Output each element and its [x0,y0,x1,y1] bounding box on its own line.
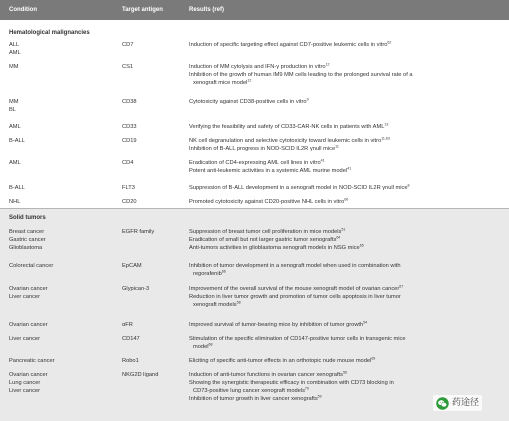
result-text: Eliciting of specific anti-tumor effects in an orthotopic nude mouse model [189,358,372,364]
result-line [189,263,401,271]
reference-number: 41 [347,166,352,171]
reference-number: 58 [236,300,241,305]
condition-cell [9,372,48,396]
result-text: Improvement of the overall survival of the mouse xenograft model of ovarian cancer [189,286,400,292]
header-condition: Condition [9,7,37,13]
condition-cell [9,263,53,271]
condition-text: MM [9,99,19,105]
watermark [433,395,482,411]
result-text: Inhibition of the growth of human IM9 MM cells leading to the prolonged survival rate of a [189,71,413,78]
result-text: Induction of MM cytolysis and IFN-γ production in vitro [189,64,326,70]
condition-text: B-ALL [9,138,25,144]
target-antigen-cell: CD7 [122,42,134,48]
results-cell [189,99,309,107]
condition-text: Ovarian cancer [9,322,48,328]
condition-text: NHL [9,199,21,205]
condition-cell [9,138,25,146]
result-text: Improved survival of tumor-bearing mice by inhibition of tumor growth [189,322,364,328]
condition-text: Liver cancer [9,293,40,300]
result-text: Inhibition of tumor growth in liver cancer xenografts [189,395,318,402]
target-antigen-cell: EpCAM [122,263,142,269]
target-antigen-cell: CD38 [122,99,137,105]
result-line [189,146,390,154]
reference-number: 12 [325,62,330,67]
result-line [189,286,403,294]
reference-number: 60 [344,197,349,202]
section-title-text: Solid tumors [9,215,46,221]
result-text: Inhibition of B-ALL progress in NOD-SCID IL2R γnull mice [189,145,336,152]
target-antigen-cell: EGFR family [122,229,155,235]
result-line [189,245,364,253]
target-antigen-cell: CD20 [122,199,137,205]
watermark-text: 药途径 [452,397,480,408]
condition-text: AML [9,124,21,130]
section-divider [0,208,509,209]
target-antigen-cell: CD4 [122,160,134,166]
header-results: Results (ref) [189,7,225,13]
result-line [189,42,391,50]
reference-number: 68 [208,342,213,347]
result-text: Showing the synergistic therapeutic efficacy in combination with CD73 blocking in [189,379,394,386]
results-cell [189,229,364,253]
results-cell [189,286,403,310]
result-text: Eradication of CD4-expressing AML cell lines in vitro [189,160,321,166]
result-line [189,99,309,107]
reference-number: 62 [387,40,392,45]
condition-cell [9,160,21,168]
condition-text: AML [9,160,21,166]
reference-number: 8 [407,183,410,188]
condition-cell [9,229,46,253]
reference-number: 67 [399,284,404,289]
condition-text: Ovarian cancer [9,372,48,378]
table-header [0,0,509,20]
condition-cell [9,199,20,207]
condition-text: Glioblastoma [9,244,43,251]
condition-text: Lung cancer [9,379,41,386]
condition-cell [9,99,18,115]
condition-cell [9,124,21,132]
result-text: Cytotoxicity against CD38-positive cells in vitro [189,99,307,105]
condition-cell [9,322,48,330]
reference-number: 54 [363,320,368,325]
results-cell [189,263,401,279]
condition-text: MM [9,64,19,70]
result-text: Suppression of breast tumor cell proliferation in mice models [189,229,342,235]
result-line [189,322,367,330]
result-text: Stimulation of the specific elimination of CD147-positive tumor cells in transgenic mice [189,336,406,342]
reference-number: 13 [384,122,389,127]
condition-text: Colorectal cancer [9,263,54,269]
condition-text: Liver cancer [9,387,40,394]
results-cell [189,322,367,330]
condition-cell [9,64,18,72]
results-cell [189,199,348,207]
reference-number: 70 [304,386,309,391]
reference-number: 51 [341,227,346,232]
result-line [189,396,394,404]
target-antigen-cell: FLT3 [122,185,135,191]
reference-number: 59 [317,394,322,399]
result-text: Induction of specific targeting effect against CD7-positive leukemic cells in vitro [189,42,388,48]
target-antigen-cell: CS1 [122,64,134,70]
condition-text: Breast cancer [9,229,45,235]
reference-number: 9 [306,97,309,102]
result-text: Anti-tumors activities in glioblastoma xenograft models in NSG mice [189,244,360,251]
reference-number: 41 [320,158,325,163]
results-cell [189,372,394,404]
condition-cell [9,336,40,344]
result-text: Promoted cytotoxicity against CD20-positive NHL cells in vitro [189,199,345,205]
target-antigen-cell: CD33 [122,124,137,130]
condition-cell [9,286,48,302]
result-text: xenograft mice model [193,79,248,86]
condition-text: AML [9,49,21,56]
result-line [189,168,351,176]
wechat-icon [436,397,449,410]
result-line [189,160,351,168]
reference-number: 65 [359,243,364,248]
target-antigen-cell: Robo1 [122,358,139,364]
target-antigen-cell: NKG2D ligand [122,372,159,378]
reference-number: 11,63 [381,136,390,141]
result-text: model [193,343,209,350]
result-line [189,302,403,310]
target-antigen-cell: αFR [122,322,133,328]
result-line [189,64,413,72]
reference-number: 11 [335,144,339,149]
result-line [189,358,375,366]
reference-number: 12 [247,78,252,83]
result-line [189,124,388,132]
result-text: regorafenib [193,270,222,277]
result-text: Reduction in liver tumor growth and promotion of tumor cells apoptosis in liver tumor [189,293,401,300]
results-cell [189,185,410,193]
results-cell [189,160,351,176]
reference-number: 69 [371,356,376,361]
condition-text: Pancreatic cancer [9,358,55,364]
reference-number: 64 [336,235,341,240]
condition-text: Ovarian cancer [9,286,48,292]
result-text: Eradication of small but not larger gastric tumor xenografts [189,236,337,243]
result-line [189,80,413,88]
result-text: Induction of anti-tumor functions in ovarian cancer xenografts [189,372,343,378]
result-text: Verifying the feasibility and safety of CD33-CAR-NK cells in patients with AML [189,124,385,130]
condition-cell [9,358,55,366]
results-cell [189,336,406,352]
result-line [189,271,401,279]
condition-text: B-ALL [9,185,25,191]
condition-text: Liver cancer [9,336,40,342]
condition-text: BL [9,106,16,113]
section-title-text: Hematological malignancies [9,30,90,36]
target-antigen-cell: CD19 [122,138,137,144]
result-text: Suppression of B-ALL development in a xenograft model in NOD-SCID IL2R γnull mice [189,185,408,191]
reference-number: 66 [221,269,226,274]
result-line [189,344,406,352]
result-line [189,372,394,380]
results-cell [189,124,388,132]
result-text: NK cell degranulation and selective cytotoxicity toward leukemic cells in vitro [189,138,382,144]
reference-number: 56 [342,370,347,375]
results-cell [189,138,390,154]
result-text: CD73-positive lung cancer xenograft models [193,387,305,394]
result-line [189,336,406,344]
condition-cell [9,42,21,58]
header-target-antigen: Target antigen [122,7,163,13]
result-line [189,138,390,146]
condition-text: ALL [9,42,20,48]
condition-text: Gastric cancer [9,236,46,243]
result-line [189,199,348,207]
results-cell [189,358,375,366]
result-text: Inhibition of tumor development in a xenograft model when used in combination with [189,263,401,269]
result-line [189,185,410,193]
results-cell [189,42,391,50]
condition-cell [9,185,25,193]
results-cell [189,64,413,88]
target-antigen-cell: CD147 [122,336,140,342]
target-antigen-cell: Glypican-3 [122,286,150,292]
result-text: xenograft models [193,301,237,308]
result-text: Potent anti-leukemic activities in a systemic AML murine model [189,167,348,174]
